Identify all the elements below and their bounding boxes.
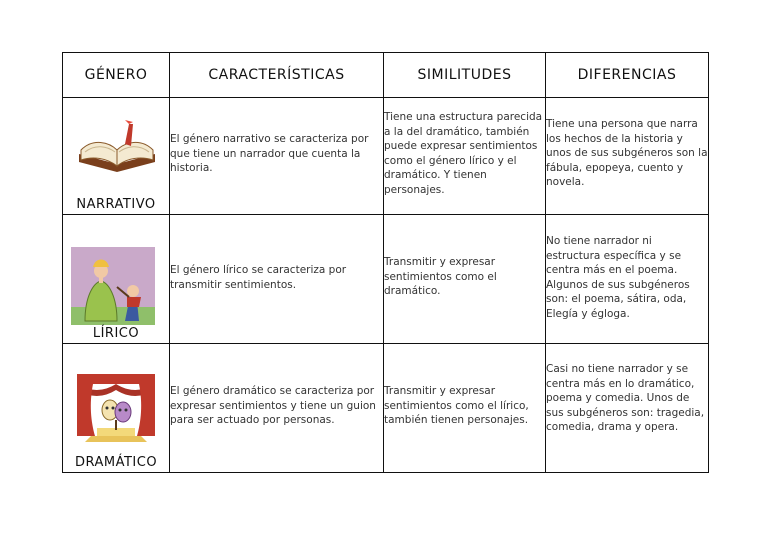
open-book-icon (73, 120, 161, 178)
similitudes-dramatico: Transmitir y expresar sentimientos como el lírico, también tienen personajes. (384, 344, 546, 473)
similitudes-lirico: Transmitir y expresar sentimientos como el dramático. (384, 215, 546, 344)
genre-name-dramatico: DRAMÁTICO (74, 455, 158, 470)
genre-comparison-table (62, 52, 709, 473)
table-row-dramatico (63, 344, 709, 473)
genre-name-narrativo: NARRATIVO (76, 197, 156, 212)
header-diferencias: DIFERENCIAS (546, 53, 709, 98)
similitudes-narrativo: Tiene una estructura parecida a la del dramático, también puede expresar sentimientos como el género lírico y el dramático. Y tienen personajes. (384, 98, 546, 215)
theater-stage-icon (77, 374, 155, 442)
diferencias-lirico: No tiene narrador ni estructura específica y se centra más en el poema. Algunos de sus subgéneros son: el poema, sátira, oda, Elegía y égloga. (546, 215, 709, 344)
table-row-lirico (63, 215, 709, 344)
genre-cell-narrativo (63, 98, 170, 215)
genre-cell-dramatico (63, 344, 170, 473)
table-row-narrativo (63, 98, 709, 215)
caracteristicas-lirico: El género lírico se caracteriza por transmitir sentimientos. (170, 215, 384, 344)
serenade-scene-icon (71, 247, 155, 325)
genre-name-lirico: LÍRICO (92, 326, 140, 341)
caracteristicas-dramatico: El género dramático se caracteriza por expresar sentimientos y tiene un guion para ser actuado por personas. (170, 344, 384, 473)
genre-cell-lirico (63, 215, 170, 344)
diferencias-narrativo: Tiene una persona que narra los hechos de la historia y unos de sus subgéneros son la fábula, epopeya, cuento y novela. (546, 98, 709, 215)
header-row (63, 53, 709, 98)
header-genero: GÉNERO (63, 53, 170, 98)
caracteristicas-narrativo: El género narrativo se caracteriza por que tiene un narrador que cuenta la historia. (170, 98, 384, 215)
header-similitudes: SIMILITUDES (384, 53, 546, 98)
header-caracteristicas: CARACTERÍSTICAS (170, 53, 384, 98)
diferencias-dramatico: Casi no tiene narrador y se centra más en lo dramático, poema y comedia. Unos de sus subgéneros son: tragedia, comedia, drama y opera. (546, 344, 709, 473)
